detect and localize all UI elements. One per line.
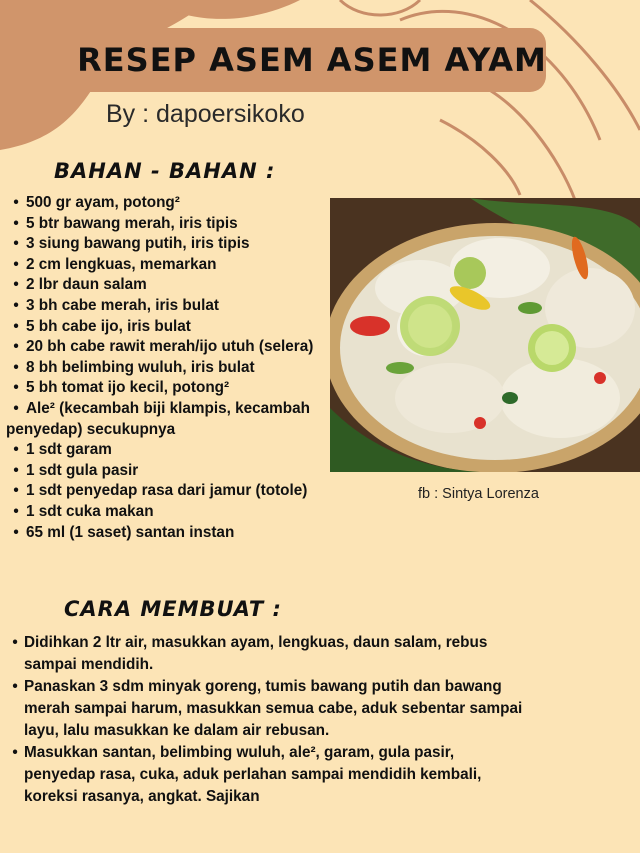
photo-credit: fb : Sintya Lorenza: [418, 486, 539, 502]
ingredient-item: • 3 bh cabe merah, iris bulat: [13, 296, 219, 314]
steps-list: [6, 632, 526, 808]
right-curve-3: [440, 120, 520, 195]
ingredient-item: • 500 gr ayam, potong²: [13, 194, 180, 211]
page-title: RESEP ASEM ASEM AYAM: [77, 41, 547, 79]
top-curve-2: [340, 0, 420, 15]
ingredient-item: • 3 siung bawang putih, iris tipis: [13, 235, 250, 253]
ingredient-item: • 5 btr bawang merah, iris tipis: [13, 214, 238, 232]
right-curve-2: [470, 80, 575, 200]
step-item: • Didihkan 2 ltr air, masukkan ayam, lengkuas, daun salam, rebus sampai mendidih.: [12, 634, 488, 673]
title-banner: [78, 28, 546, 92]
dish-photo: [330, 198, 640, 472]
ingredient-item: • 2 cm lengkuas, memarkan: [13, 255, 217, 273]
author-byline: By : dapoersikoko: [106, 100, 305, 128]
ingredients-list: [6, 193, 342, 543]
ingredient-item: • 1 sdt cuka makan: [13, 502, 154, 520]
ingredient-item: • 5 bh cabe ijo, iris bulat: [13, 317, 191, 335]
ingredient-item: • 1 sdt garam: [13, 441, 112, 459]
ingredients-heading: BAHAN - BAHAN :: [54, 159, 276, 183]
ingredient-item: • 2 lbr daun salam: [13, 276, 147, 294]
ingredient-item: • 20 bh cabe rawit merah/ijo utuh (selera): [13, 338, 314, 356]
step-item: • Panaskan 3 sdm minyak goreng, tumis bawang putih dan bawang merah sampai harum, masukkan semua cabe, aduk sebentar sampai layu, lalu masukkan ke dalam air rebusan.: [12, 678, 523, 739]
ingredient-item: • 1 sdt gula pasir: [13, 461, 139, 479]
ingredient-item: • Ale² (kecambah biji klampis, kecambah penyedap) secukupnya: [6, 399, 310, 438]
ingredient-item: • 5 bh tomat ijo kecil, potong²: [13, 379, 230, 397]
step-item: • Masukkan santan, belimbing wuluh, ale², garam, gula pasir, penyedap rasa, cuka, aduk perlahan sampai mendidih kembali, koreksi rasanya, angkat. Sajikan: [12, 744, 482, 805]
ingredient-item: • 65 ml (1 saset) santan instan: [13, 523, 235, 541]
dish-illustration: [330, 198, 640, 472]
method-heading: CARA MEMBUAT :: [64, 597, 282, 621]
ingredient-item: • 8 bh belimbing wuluh, iris bulat: [13, 358, 255, 376]
ingredient-item: • 1 sdt penyedap rasa dari jamur (totole): [13, 482, 308, 500]
